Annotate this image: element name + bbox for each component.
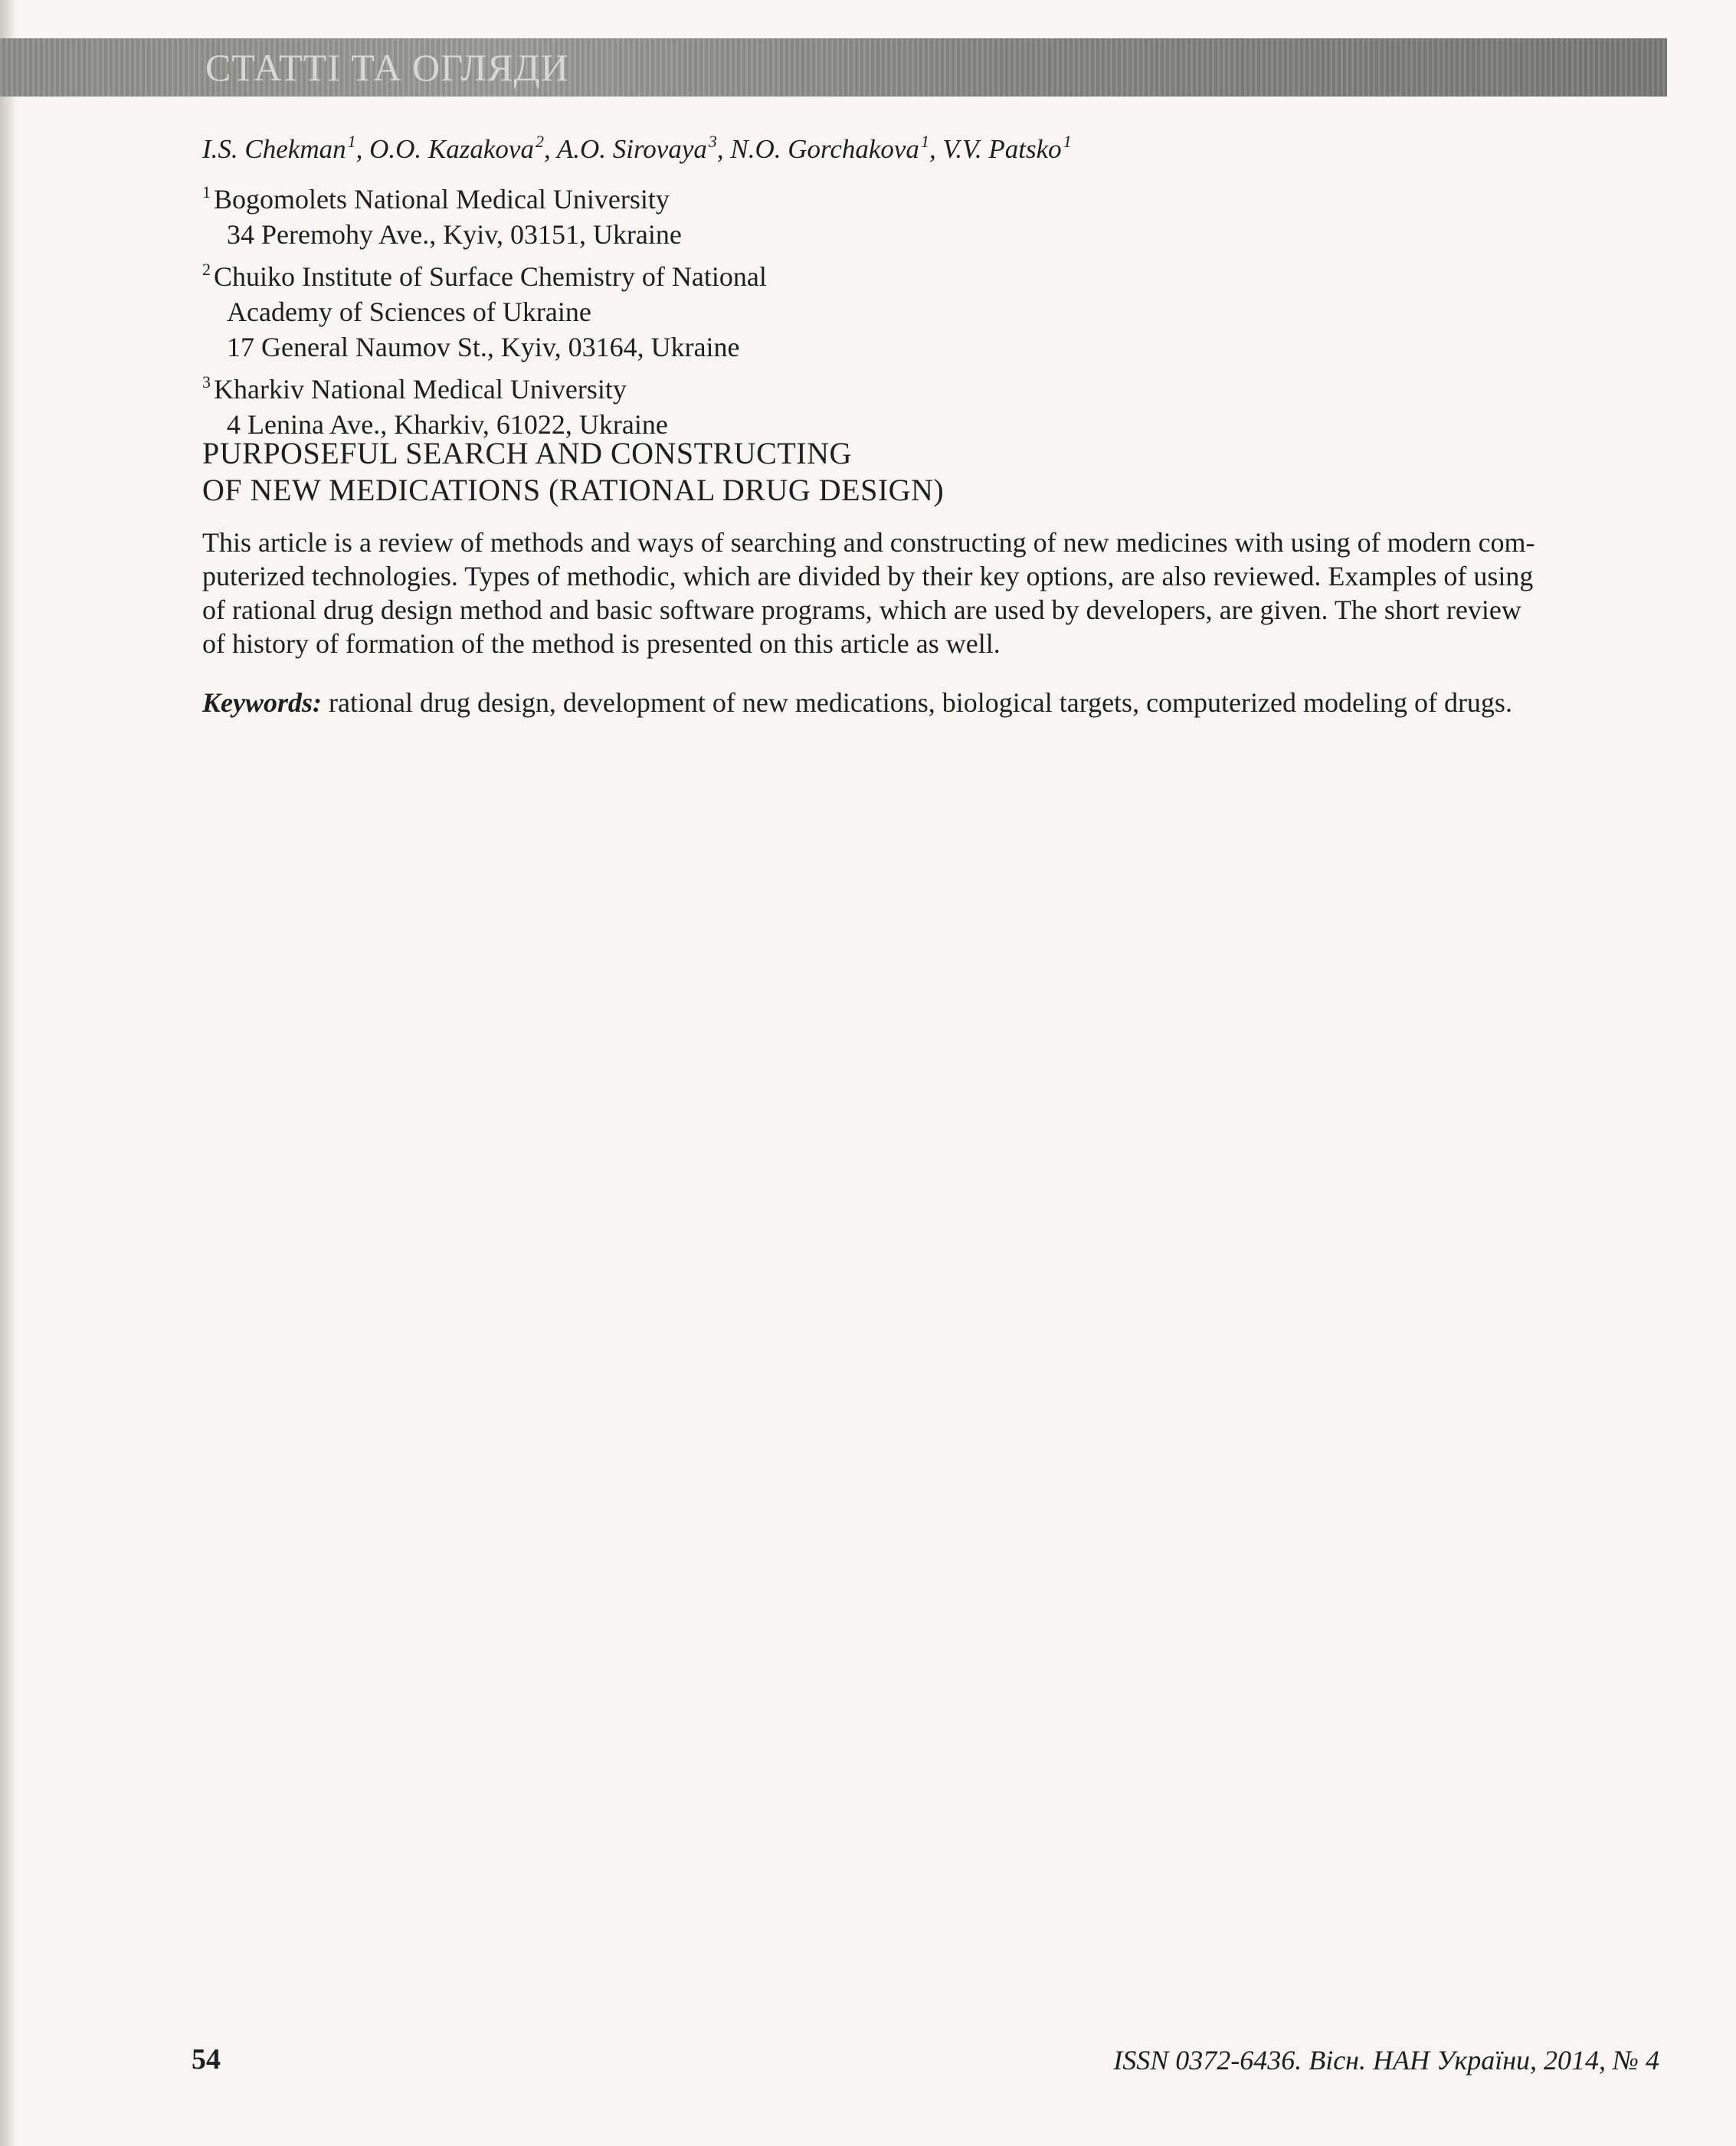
abstract-line: This article is a review of methods and ways of searching and constructing of new medicines with using of modern com- xyxy=(202,527,1535,558)
page-left-edge xyxy=(0,0,17,2146)
author: V.V. Patsko$^1$ xyxy=(942,132,1072,164)
abstract xyxy=(202,526,1667,660)
author: N.O. Gorchakova$^1$ xyxy=(730,132,929,164)
affiliation-name: $^2$ Chuiko Institute of Surface Chemistry of National xyxy=(202,260,767,292)
article-title-line: OF NEW MEDICATIONS (RATIONAL DRUG DESIGN) xyxy=(202,473,945,507)
author: I.S. Chekman$^1$ xyxy=(202,132,356,164)
author: A.O. Sirovaya$^3$ xyxy=(556,132,717,164)
author-list: I.S. Chekman$^1$, O.O. Kazakova$^2$, A.O. Sirovaya$^3$, N.O. Gorchakova$^1$, V.V. Patsko$^1$ xyxy=(202,132,1072,164)
affiliation-list xyxy=(202,175,767,442)
page-number: 54 xyxy=(192,2043,221,2076)
article-title-line: PURPOSEFUL SEARCH AND CONSTRUCTING xyxy=(202,436,852,470)
abstract-line: puterized technologies. Types of methodic, which are divided by their key options, are also reviewed. Examples of using xyxy=(202,561,1534,591)
affiliation-address: 17 General Naumov St., Kyiv, 03164, Ukraine xyxy=(227,332,740,362)
journal-reference: ISSN 0372-6436. Вісн. НАН України, 2014, № 4 xyxy=(1113,2045,1659,2076)
abstract-line: of rational drug design method and basic software programs, which are used by developers, are given. The short review xyxy=(202,595,1521,625)
keywords xyxy=(202,686,1512,719)
section-header-band xyxy=(0,38,1667,97)
section-title: СТАТТІ ТА ОГЛЯДИ xyxy=(205,46,569,89)
author: O.O. Kazakova$^2$ xyxy=(369,132,544,164)
affiliation-address: 4 Lenina Ave., Kharkiv, 61022, Ukraine xyxy=(227,409,668,440)
keywords-label: Keywords: xyxy=(202,687,322,718)
abstract-line: of history of formation of the method is presented on this article as well. xyxy=(202,628,1001,659)
article-title xyxy=(202,435,944,509)
affiliation-address: 34 Peremohy Ave., Kyiv, 03151, Ukraine xyxy=(227,219,682,250)
keywords-text: rational drug design, development of new medications, biological targets, computerized modeling of drugs. xyxy=(322,687,1512,718)
affiliation-name: $^1$ Bogomolets National Medical University xyxy=(202,182,670,215)
affiliation-name-continued: Academy of Sciences of Ukraine xyxy=(227,297,591,327)
affiliation-name: $^3$ Kharkiv National Medical University xyxy=(202,372,627,405)
